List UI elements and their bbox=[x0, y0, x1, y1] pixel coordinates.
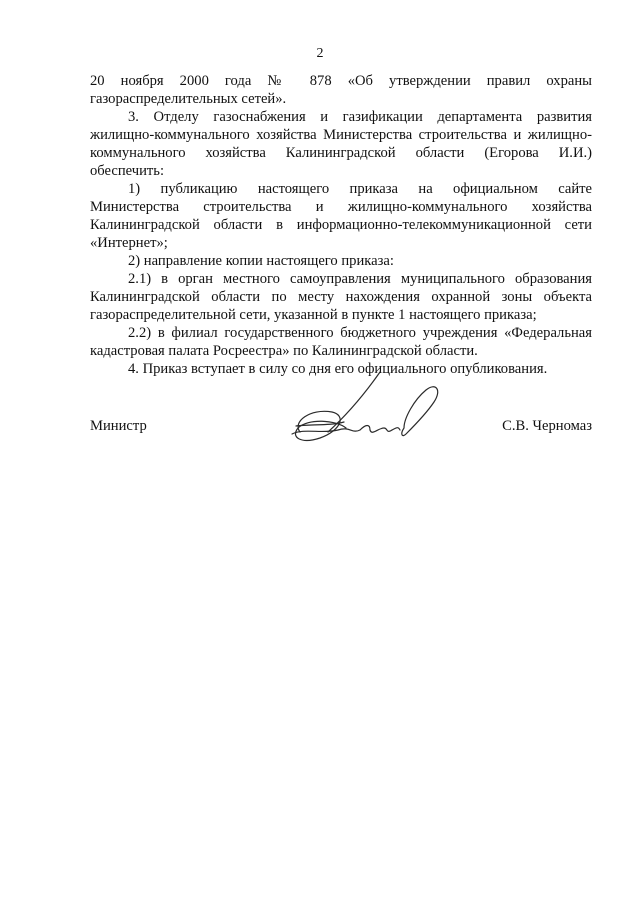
text-line: Калининградской области в информационно-телекоммуникационной сети bbox=[90, 217, 592, 233]
text-line: газораспределительных сетей». bbox=[90, 91, 287, 107]
text-line: обеспечить: bbox=[90, 163, 165, 179]
text-line: газораспределительной сети, указанной в пункте 1 настоящего приказа; bbox=[90, 307, 537, 323]
text-line: 2) направление копии настоящего приказа: bbox=[128, 253, 394, 269]
text-line: 2.2) в филиал государственного бюджетного учреждения «Федеральная bbox=[128, 325, 592, 341]
page-number: 2 bbox=[316, 46, 324, 61]
signatory-name: С.В. Черномаз bbox=[502, 418, 592, 434]
text-line: 4. Приказ вступает в силу со дня его официального опубликования. bbox=[128, 361, 548, 377]
text-line: Калининградской области по месту нахождения охранной зоны объекта bbox=[90, 289, 592, 305]
text-line: 1) публикацию настоящего приказа на официальном сайте bbox=[128, 181, 592, 197]
text-line: 20 ноября 2000 года № 878 «Об утверждении правил охраны bbox=[90, 73, 592, 89]
handwritten-signature bbox=[280, 368, 450, 458]
text-line: 2.1) в орган местного самоуправления муниципального образования bbox=[128, 271, 592, 287]
signatory-title: Министр bbox=[90, 418, 147, 434]
text-line: «Интернет»; bbox=[90, 235, 168, 251]
text-line: кадастровая палата Росреестра» по Калининградской области. bbox=[90, 343, 478, 359]
text-line: коммунального хозяйства Калининградской области (Егорова И.И.) bbox=[90, 145, 592, 161]
text-line: жилищно-коммунального хозяйства Министерства строительства и жилищно- bbox=[90, 127, 592, 143]
text-line: Министерства строительства и жилищно-коммунального хозяйства bbox=[90, 199, 592, 215]
text-line: 3. Отделу газоснабжения и газификации департамента развития bbox=[128, 109, 592, 125]
